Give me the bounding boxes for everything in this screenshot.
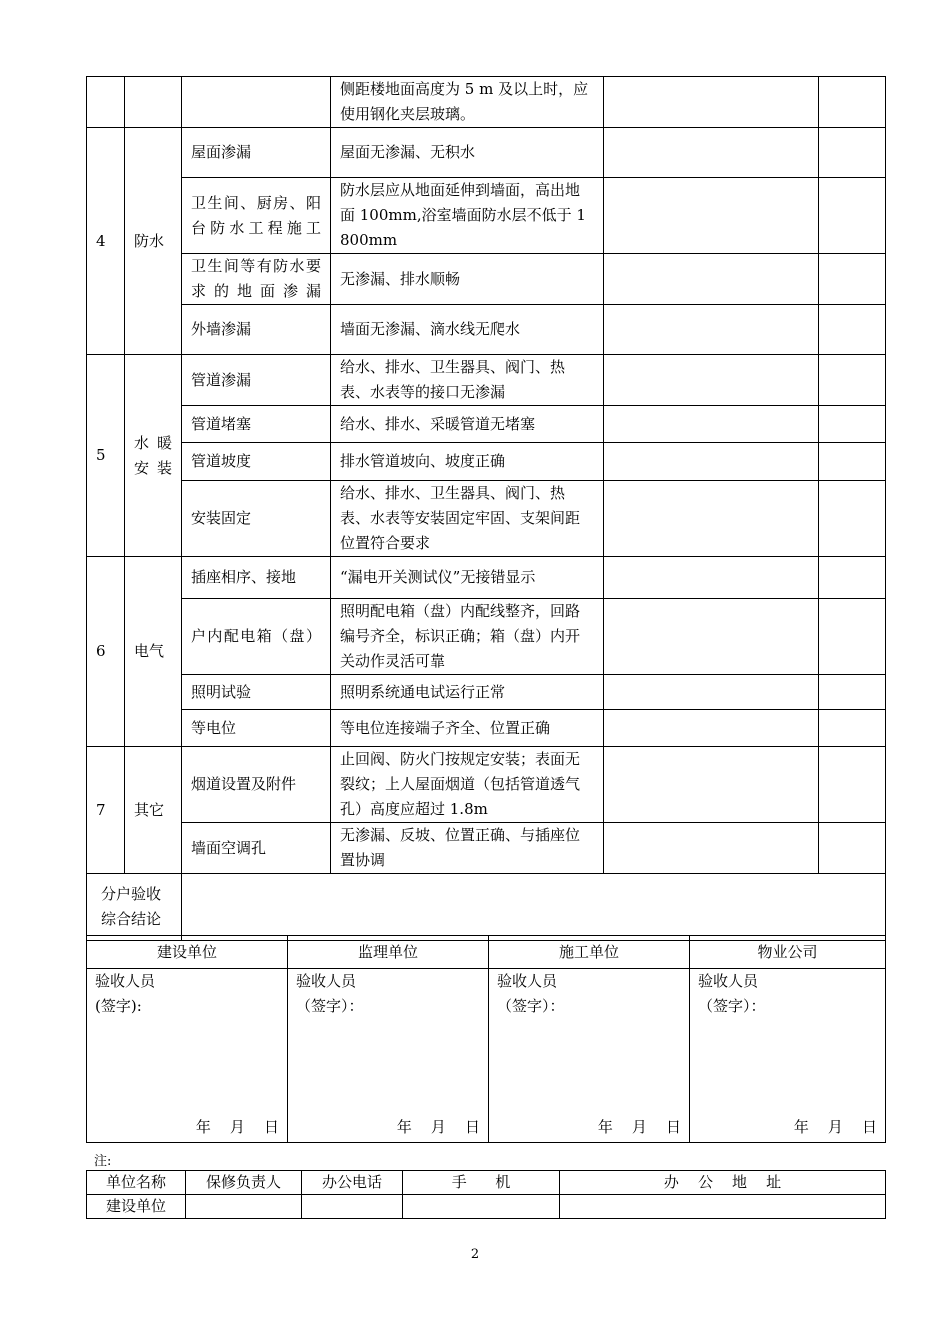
requirement-cell: 排水管道坡向、坡度正确 [331,443,604,481]
signature-field-contractor[interactable] [489,969,690,1143]
requirement-cell: 屋面无渗漏、无积水 [331,128,604,178]
requirement-cell: 墙面无渗漏、滴水线无爬水 [331,305,604,355]
conclusion-field[interactable] [182,874,886,941]
acceptance-table [86,76,886,941]
page-number: 2 [470,1247,480,1262]
section-number: 4 [87,128,125,355]
header-unit-name: 单位名称 [87,1171,186,1195]
requirement-cell: 止回阀、防火门按规定安装；表面无裂纹；上人屋面烟道（包括管道透气孔）高度应超过 1.8m [331,747,604,823]
requirement-cell: 等电位连接端子齐全、位置正确 [331,710,604,747]
item-cell: 等电位 [182,710,331,747]
requirement-cell: 无渗漏、反坡、位置正确、与插座位置协调 [331,823,604,874]
table-row [87,254,886,305]
table-row [87,710,886,747]
section-number: 6 [87,557,125,747]
sign-label: （签字）： [497,997,565,1015]
date-label: 年 月 日 [597,1118,681,1136]
unit-name-cell: 建设单位 [87,1195,186,1219]
section-category: 电气 [125,557,182,747]
signature-field-property[interactable] [690,969,886,1143]
item-cell: 管道渗漏 [182,355,331,406]
item-cell: 卫生间、厨房、阳台防水工程施工 [182,178,331,254]
warranty-contact-table [86,1170,886,1219]
sign-label: （签字）： [296,997,364,1015]
requirement-cell: 照明系统通电试运行正常 [331,675,604,710]
requirement-cell: 给水、排水、卫生器具、阀门、热表、水表等的接口无渗漏 [331,355,604,406]
table-row [87,77,886,128]
item-cell: 屋面渗漏 [182,128,331,178]
requirement-cell: 防水层应从地面延伸到墙面，高出地面 100mm,浴室墙面防水层不低于 1800mm [331,178,604,254]
signature-table [86,935,886,1143]
table-row [87,305,886,355]
header-mobile: 手 机 [403,1171,560,1195]
date-label: 年 月 日 [195,1118,279,1136]
sign-label: (签字): [95,997,142,1015]
section-category: 其它 [125,747,182,874]
item-cell: 户内配电箱（盘） [182,599,331,675]
table-row [87,128,886,178]
mobile-field[interactable] [403,1195,560,1219]
table-row [87,178,886,254]
item-cell: 烟道设置及附件 [182,747,331,823]
table-row [87,557,886,599]
section-number: 5 [87,355,125,557]
item-cell: 插座相序、接地 [182,557,331,599]
office-phone-field[interactable] [302,1195,403,1219]
date-label: 年 月 日 [793,1118,877,1136]
header-office-phone: 办公电话 [302,1171,403,1195]
signature-field-supervision[interactable] [288,969,489,1143]
header-supervision-unit: 监理单位 [288,936,489,969]
conclusion-label: 分户验收综合结论 [87,874,182,941]
item-cell: 管道堵塞 [182,406,331,443]
contact-row [87,1195,886,1219]
header-office-address: 办 公 地 址 [560,1171,886,1195]
table-row [87,443,886,481]
table-row [87,599,886,675]
item-cell: 管道坡度 [182,443,331,481]
header-property-company: 物业公司 [690,936,886,969]
header-construction-unit: 建设单位 [87,936,288,969]
item-cell: 外墙渗漏 [182,305,331,355]
table-row [87,747,886,823]
section-category: 水暖安装 [125,355,182,557]
inspector-label: 验收人员 [497,972,558,990]
header-contractor-unit: 施工单位 [489,936,690,969]
inspector-label: 验收人员 [95,972,156,990]
requirement-cell: 给水、排水、采暖管道无堵塞 [331,406,604,443]
contact-header-row [87,1171,886,1195]
item-cell: 卫生间等有防水要求的地面渗漏 [182,254,331,305]
signature-row [87,969,886,1143]
section-category: 防水 [125,128,182,355]
conclusion-row [87,874,886,941]
item-cell: 墙面空调孔 [182,823,331,874]
requirement-cell: 照明配电箱（盘）内配线整齐，回路编号齐全，标识正确；箱（盘）内开关动作灵活可靠 [331,599,604,675]
requirement-cell: 无渗漏、排水顺畅 [331,254,604,305]
sign-label: （签字）： [698,997,766,1015]
item-cell: 安装固定 [182,481,331,557]
office-address-field[interactable] [560,1195,886,1219]
signature-header-row [87,936,886,969]
warranty-manager-field[interactable] [186,1195,302,1219]
note-label: 注: [94,1154,112,1169]
table-row [87,823,886,874]
table-row [87,355,886,406]
inspector-label: 验收人员 [296,972,357,990]
requirement-cell: 侧距楼地面高度为 5 m 及以上时，应使用钢化夹层玻璃。 [331,77,604,128]
table-row [87,675,886,710]
header-warranty-manager: 保修负责人 [186,1171,302,1195]
inspector-label: 验收人员 [698,972,759,990]
section-number: 7 [87,747,125,874]
requirement-cell: “漏电开关测试仪”无接错显示 [331,557,604,599]
signature-field-construction[interactable] [87,969,288,1143]
date-label: 年 月 日 [396,1118,480,1136]
table-row [87,406,886,443]
requirement-cell: 给水、排水、卫生器具、阀门、热表、水表等安装固定牢固、支架间距位置符合要求 [331,481,604,557]
item-cell: 照明试验 [182,675,331,710]
table-row [87,481,886,557]
